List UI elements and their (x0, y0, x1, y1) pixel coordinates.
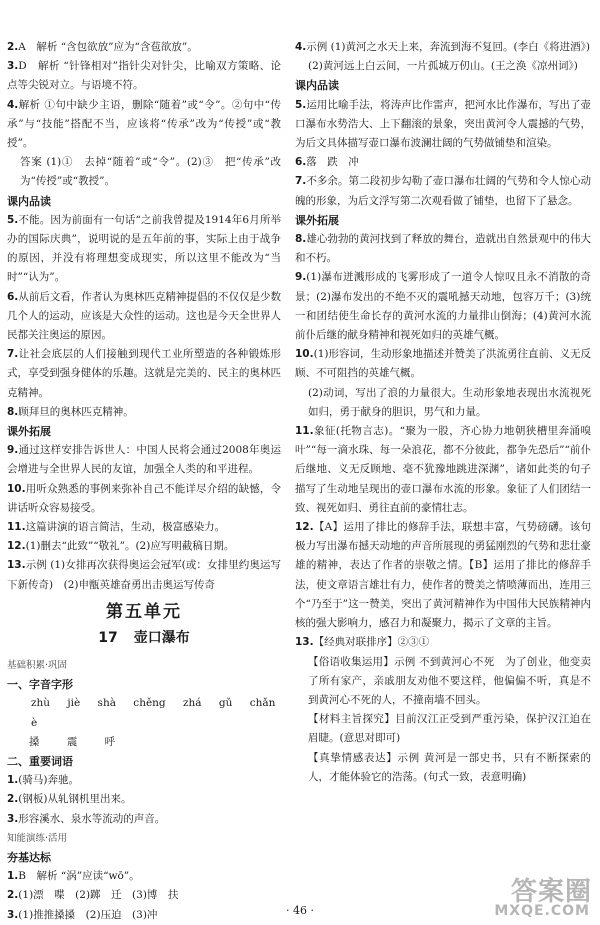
answer-item: 12.【A】运用了排比的修辞手法，联想丰富，气势磅礴。该句极力写出瀑布撼天动地的声音所展现的勇猛刚烈的气势和悲壮豪雄的精神，表达了作者的崇敬之情。【B】运用了排比的修辞手法，使文章语言雄壮有力，使作者的赞美之情喷薄而出，连用三个“乃至于”这一赞美，突出了黄河精神作为中国伟大民族精神内核的强大影响力，感召力和凝聚力，揭示了文章的主旨。 (295, 521, 591, 630)
section-heading: 课内品读 (295, 79, 339, 93)
section-heading: 二、重要词语 (7, 754, 73, 768)
answer-item: 3.D 解析 “针锋相对”指针尖对针尖，比喻双方策略、论点等尖锐对立。与语境不符。 (7, 60, 281, 92)
answer-item: 11.这篇讲演的语言简洁，生动，极富感染力。 (7, 521, 226, 534)
unit-title: 第五单元 (106, 601, 182, 622)
answer-item: 8.雄心勃勃的黄河找到了释放的舞台，造就出自然景观中的伟大和不朽。 (295, 233, 591, 265)
answer-item: 12.(1)删去“此致”“敬礼”。(2)应写明截稿日期。 (7, 540, 235, 553)
answer-item: 9.(1)瀑布迸溅形成的飞雾形成了一道令人惊叹且永不消散的奇景；(2)瀑布发出的不绝不灭的震吼撼天动地，包容万千；(3)统一和团结使生命长存的黄河水流的力量排山倒海；(4)黄河水流前仆后继的献身精神和视死如归的英雄气概。 (295, 271, 591, 342)
right-column (295, 38, 591, 787)
answer-item: 【真挚情感表达】示例 黄河是一部史书，只有不断探索的人，才能体验它的浩荡。(句式一致，表意明确) (308, 751, 591, 783)
answer-item: (2)动词，写出了浪的力量很大。生动形象地表现出水流视死如归，勇于献身的胆识，男气和力量。 (308, 386, 591, 418)
watermark-text: 答案圈 (510, 877, 592, 907)
page-number: · 46 · (286, 904, 314, 917)
answer-item: 10.(1)形容词，生动形象地描述并赞美了洪流勇往直前、义无反顾、不可阻挡的英雄气概。 (295, 348, 591, 380)
answer-item: 1.(骑马)奔驰。 (7, 774, 79, 787)
answer-item: 7.让社会底层的人们接触到现代工业所塑造的各种锻炼形式，享受到强身健体的乐趣。这就是完美的、民主的奥林匹克精神。 (7, 348, 281, 399)
answer-item: 6.从前后文看，作者认为奥林匹克精神提倡的不仅仅是少数几个人的运动，应该是大众性的运动。这也是今天全世界人民都关注奥运的原因。 (7, 290, 281, 342)
answer-item: 7.不多余。第二段初步勾勒了壶口瀑布壮阔的气势和令人惊心动魄的形象，为后文浮写第二次观看做了铺垫，也留下了悬念。 (295, 175, 591, 207)
answer-item: (2)黄河远上白云间，一片孤城万仞山。(王之涣《凉州词》) (308, 60, 578, 73)
answer-item: 【材料主旨探究】目前汉江正受到严重污染，保护汉江迫在眉睫。(意思对即可) (308, 713, 591, 745)
section-heading: 夯基达标 (7, 850, 51, 864)
section-heading: 课内品读 (7, 194, 51, 208)
band-label: 基础积累·巩固 (7, 659, 68, 671)
lesson-name: 壶口瀑布 (133, 629, 190, 646)
pinyin-line: zhù jiè shà chěng zhá gǔ chǎn è (31, 697, 276, 729)
answer-item: 【俗语收集运用】示例 不到黄河心不死 为了创业，他变卖了所有家产，亲戚朋友劝他不要这样，他偏偏不听，真是不到黄河心不死的人，不撞南墙不回头。 (308, 655, 591, 706)
answer-item: 13.【经典对联排序】②③① (295, 636, 430, 649)
answer-item: 11.象征(托物言志)。“聚为一股，齐心协力地朝狭槽里奔涌嗅叶”“每一滴水珠、每一朵浪花，都不分彼此，都争先恐后”“前仆后继地、义无反顾地、毫不犹豫地跳进深渊”，诸如此类的句子描写了生动地呈现出的壶口瀑布水流的形象。象征了人们团结一致、视死如归、勇往直前的豪情壮志。 (295, 425, 591, 514)
lesson-number: 17 (98, 629, 118, 646)
answer-item: 5.不能。因为前面有一句话“之前我曾提及1914年6月所举办的国际庆典”，说明说的是五年前的事，实际上由于战争的原因，并没有将理想变成现实，所以这里不能改为“当时”“认为”。 (7, 213, 281, 284)
answer-item: 5.运用比喻手法，将涛声比作雷声，把河水比作瀑布，写出了壶口瀑布水势浩大、上下翻滚的景象，突出黄河令人震撼的气势，为后文具体描写壶口瀑布波澜壮阔的气势做铺垫和渲染。 (295, 98, 591, 150)
band-label: 知能演练·活用 (7, 832, 68, 844)
lesson-title (7, 628, 281, 648)
answer-item: 1.B 解析 “涡”应读“wō”。 (7, 870, 140, 883)
answer-item: 8.顾拜旦的奥林匹克精神。 (7, 405, 134, 418)
answer-item: 2.A 解析 “含包欲放”应为“含苞欲放”。 (7, 41, 198, 53)
section-heading: 课外拓展 (7, 425, 51, 439)
answer-item: 10.用听众熟悉的事例来弥补自己不能详尽介绍的缺憾，令讲话听众容易接受。 (7, 482, 281, 514)
section-heading: 一、字音字形 (7, 678, 73, 692)
answer-item: 2.(钢板)从轧钢机里出来。 (7, 793, 132, 806)
watermark-url: MXQE.COM (494, 903, 590, 919)
answer-item: 答案 (1)① 去掉“随着”或“令”。(2)③ 把“传承”改为“传授”或“教授”。 (20, 156, 281, 188)
answer-item: 3.(1)推推搡搡 (2)压迫 (3)冲 (7, 908, 158, 921)
answer-item: 6.落 跌 冲 (295, 156, 359, 169)
answer-item: 3.形容溪水、泉水等流动的声音。 (7, 812, 166, 825)
section-heading: 课外拓展 (295, 213, 339, 227)
answer-item: 2.(1)漂 喋 (2)踯 迁 (3)博 扶 (7, 889, 179, 902)
left-column (7, 38, 281, 925)
watermark-logo (474, 871, 592, 919)
answer-item: 13.示例 (1)女排再次获得奥运会冠军(或：女排里约奥运写下新传奇) (2)申甑英雄奋勇出击奥运写传奇 (7, 559, 281, 591)
answer-item: 9.通过这样安排告诉世人：中国人民将会通过2008年奥运会增进与全世界人民的友谊，加强全人类的和平进程。 (7, 444, 281, 476)
answer-item: 4.解析 ①句中缺少主语，删除“随着”或“令”。②句中“传承”与“技能”搭配不当，应该将“传承”改为“传授”或“教授”。 (7, 98, 281, 150)
characters-line: 搡 震 呼 (29, 735, 116, 748)
answer-item: 4.示例 (1)黄河之水天上来，奔流到海不复回。(李白《将进酒》) (295, 41, 590, 53)
